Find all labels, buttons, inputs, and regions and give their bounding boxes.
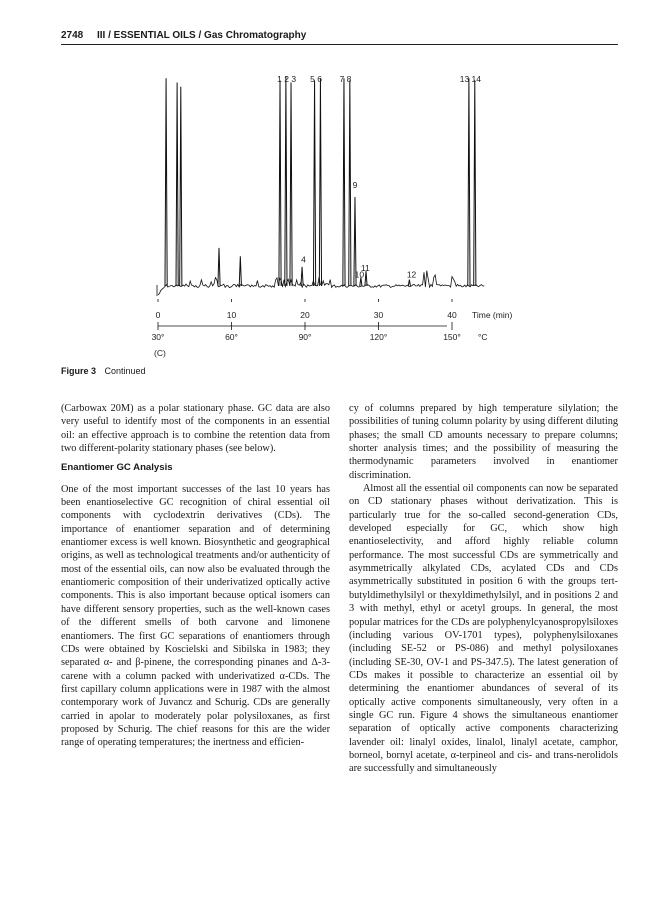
peak-number-label: 13 14 — [459, 74, 482, 85]
chromatogram-chart — [150, 64, 530, 364]
temperature-axis — [152, 322, 461, 342]
figure-caption-label: Figure 3 — [61, 366, 97, 376]
chromatogram-peak — [285, 76, 287, 286]
running-header — [61, 28, 618, 45]
chromatogram-peak — [474, 80, 476, 286]
time-tick-label: 10 — [226, 310, 237, 320]
chromatogram-peak — [218, 248, 220, 286]
chromatogram-peak — [165, 78, 167, 286]
peak-number-label: 1 2 3 — [277, 74, 297, 85]
time-tick-label: 40 — [447, 310, 457, 320]
paragraph: (Carbowax 20M) as a polar stationary phase. GC data are also very useful to identify most of the components in an essential oil: an effective approach is to combine the retention data from two different-polarity stationary phases (see below). — [61, 403, 330, 455]
paragraph: Almost all the essential oil components can now be separated on CD stationary phases without derivatization. This is particularly true for the so-called second-generation CDs, developed especially for GC, which show high enantioselectivity, and afford highly reliable column performance. The most successful CDs are symmetrically and asymmetrically alkylated CDs, acylated CDs and CDs asymmetrically substituted in position 6 with the groups tert-butyldimethylsilyl or thexyldimethylsilyl, and in positions 2 and 3 with methyl, ethyl or acetyl groups. In general, the most popular matrices for the CDs are polyphenylcyanospropylsiloxes (including various OV-1701 types), polyphenylsiloxanes (including SE-52 or PS-086) and methyl polysiloxanes (including SE-30, OV-1 and PS-347.5). The latest generation of CDs makes it possible to characterize an essential oil by determining the enantiomer abundances of several of its optically active components simultaneously, very often in a single GC run. Figure 4 shows the simultaneous enantiomer separation of optically active components characterizing lavender oil: linalyl oxides, linalol, linalyl acetate, camphor, borneol, bornyl acetate, α-terpineol and cis- and trans-nerolidols are successfully and simultaneously — [349, 483, 618, 775]
chromatogram-peak — [176, 82, 178, 286]
peak-number-label: 11 — [360, 262, 370, 273]
chromatogram-peak — [239, 256, 241, 286]
time-tick-label: 0 — [155, 310, 161, 320]
chromatogram-peak — [180, 87, 182, 286]
chromatogram-peak — [365, 271, 367, 286]
temperature-tick-label: 60° — [225, 332, 238, 342]
chromatogram-peak — [349, 80, 351, 286]
peak-number-label: 12 — [406, 269, 417, 280]
figure-caption-text: Continued — [104, 366, 146, 376]
peak-labels — [277, 74, 481, 279]
peak-number-label: 10 — [354, 269, 365, 280]
chromatogram-peak — [343, 78, 345, 286]
peak-number-label: 5 6 — [310, 74, 322, 85]
temperature-unit-label: °C — [478, 332, 488, 342]
temperature-tick-label: 90° — [298, 332, 312, 342]
section-heading: Enantiomer GC Analysis — [61, 462, 173, 474]
time-tick-label: 20 — [300, 310, 310, 320]
peak-number-label: 7 8 — [339, 74, 352, 85]
page-number: 2748 — [61, 30, 84, 41]
temperature-tick-label: 120° — [369, 332, 388, 342]
chromatogram-peak — [319, 78, 321, 286]
paragraph: One of the most important successes of the last 10 years has been enantioselective GC recognition of chiral essential oil components with cyclodextrin derivatives (CDs). The importance of enantiomer separation and of determining enantiomer excess is well known. Biosynthetic and geographical origins, as well as technological treatments and/or authenticity of most of the essential oils, can now also be evaluated through the enantiomeric composition of their underivatized optically active components. This is also important because optical isomers can have different sensory properties, such as the well-known cases of the different smells of both carvone and limonene enantiomers. The first GC separations of enantiomers through CDs were obtained by Koscielski and Sibilska in 1983; they separated α- and β-pinene, the corresponding pinanes and Δ-3-carene with a column packed with underivatized α-CDs. The first capillary column applications were in 1987 with the almost contemporary work of Juvancz and Schurig. CDs are generally carried in apolar to moderately polar polysiloxanes, as first proposed by Schurig. The chief reasons for this are the wider range of operating temperatures; the inertness and efficien- — [61, 483, 330, 749]
text-column-right — [349, 402, 618, 776]
peak-number-label: 9 — [352, 180, 358, 191]
chromatogram-peak — [290, 82, 292, 286]
peaks-layer — [165, 76, 476, 286]
peak-number-label: 4 — [301, 254, 306, 265]
chromatogram-peak — [408, 280, 410, 286]
chromatogram-peak — [279, 80, 281, 286]
temperature-tick-label: 150° — [443, 332, 461, 342]
running-head: III / ESSENTIAL OILS / Gas Chromatography — [97, 30, 307, 41]
paragraph: cy of columns prepared by high temperature silylation; the possibilities of tuning column polarity by using different diluting phases; the small CD amounts necessary to prepare columns; shorter analysis times; and the possibility of measuring the thermodynamic parameters involved in enantiomer discrimination. — [349, 403, 618, 481]
figure-caption — [61, 366, 146, 376]
time-tick-label: 30 — [373, 310, 384, 320]
time-axis-label: Time (min) — [472, 310, 513, 320]
chromatogram-peak — [468, 78, 470, 286]
time-axis — [156, 299, 457, 320]
panel-label: (C) — [154, 348, 166, 358]
text-column-left — [61, 402, 330, 750]
chromatogram-peak — [313, 80, 315, 286]
temperature-tick-label: 30° — [151, 332, 165, 342]
